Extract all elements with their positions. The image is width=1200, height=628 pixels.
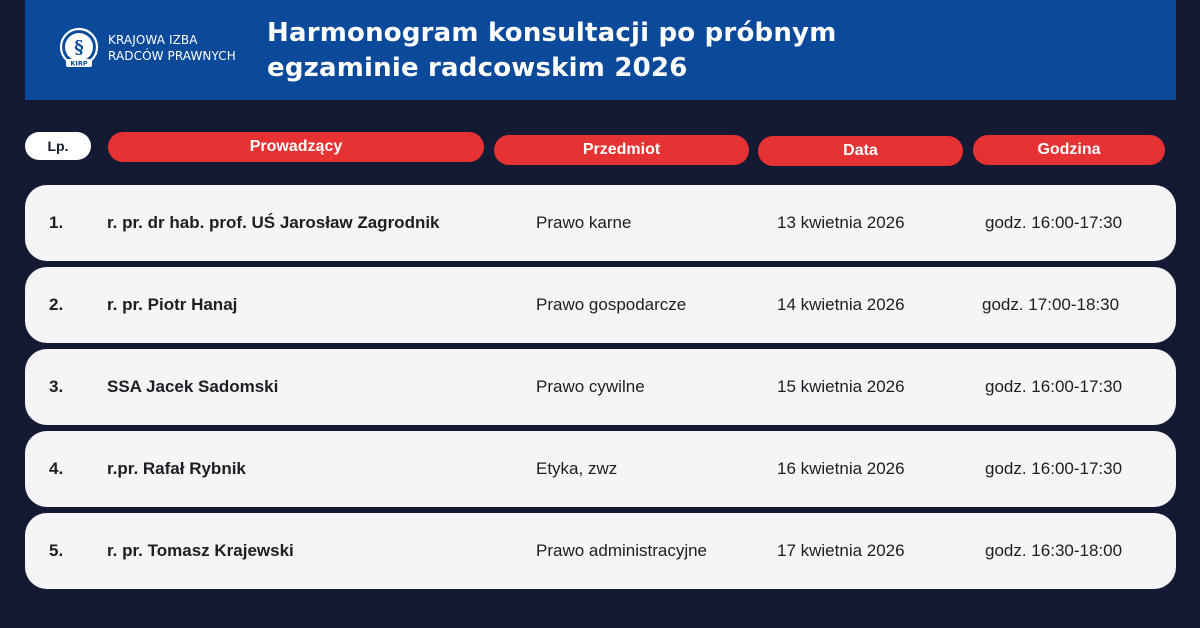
row-date: 16 kwietnia 2026 (777, 459, 905, 478)
row-time: godz. 16:30-18:00 (985, 541, 1123, 560)
row-date: 17 kwietnia 2026 (777, 541, 905, 560)
row-number: 2. (49, 295, 64, 314)
table-row (25, 513, 1176, 589)
svg-text:KIRP: KIRP (70, 59, 88, 68)
row-date: 14 kwietnia 2026 (777, 295, 905, 314)
org-name-line2: RADCÓW PRAWNYCH (108, 49, 236, 63)
row-number: 4. (49, 459, 64, 478)
row-number: 3. (49, 377, 64, 396)
row-subject: Prawo gospodarcze (536, 295, 687, 314)
row-number: 1. (49, 213, 64, 232)
org-name (108, 32, 236, 64)
row-leader: r. pr. Tomasz Krajewski (107, 541, 294, 560)
page-title-line2: egzaminie radcowskim 2026 (267, 53, 688, 83)
row-subject: Prawo administracyjne (536, 541, 708, 560)
column-header-date: Data (758, 136, 963, 166)
table-row (25, 185, 1176, 261)
row-date: 13 kwietnia 2026 (777, 213, 905, 232)
table-row (25, 431, 1176, 507)
row-leader: r. pr. Piotr Hanaj (107, 295, 238, 314)
row-number: 5. (49, 541, 64, 560)
table-row (25, 267, 1176, 343)
column-header-leader: Prowadzący (108, 132, 484, 162)
row-time: godz. 16:00-17:30 (985, 213, 1123, 232)
column-header-lp: Lp. (25, 132, 91, 160)
column-header-time: Godzina (973, 135, 1165, 165)
page-title-line1: Harmonogram konsultacji po próbnym (267, 18, 837, 48)
header-banner (25, 0, 1176, 100)
row-leader: r. pr. dr hab. prof. UŚ Jarosław Zagrodnik (107, 213, 440, 232)
org-name-line1: KRAJOWA IZBA (108, 33, 198, 47)
kirp-logo-icon (59, 26, 99, 70)
column-header-subject: Przedmiot (494, 135, 749, 165)
svg-text:§: § (74, 37, 84, 58)
row-subject: Prawo karne (536, 213, 632, 232)
row-time: godz. 17:00-18:30 (982, 295, 1120, 314)
row-leader: SSA Jacek Sadomski (107, 377, 279, 396)
row-time: godz. 16:00-17:30 (985, 459, 1123, 478)
row-time: godz. 16:00-17:30 (985, 377, 1123, 396)
page-title (267, 16, 836, 86)
row-date: 15 kwietnia 2026 (777, 377, 905, 396)
table-row (25, 349, 1176, 425)
row-leader: r.pr. Rafał Rybnik (107, 459, 246, 478)
row-subject: Etyka, zwz (536, 459, 618, 478)
row-subject: Prawo cywilne (536, 377, 645, 396)
